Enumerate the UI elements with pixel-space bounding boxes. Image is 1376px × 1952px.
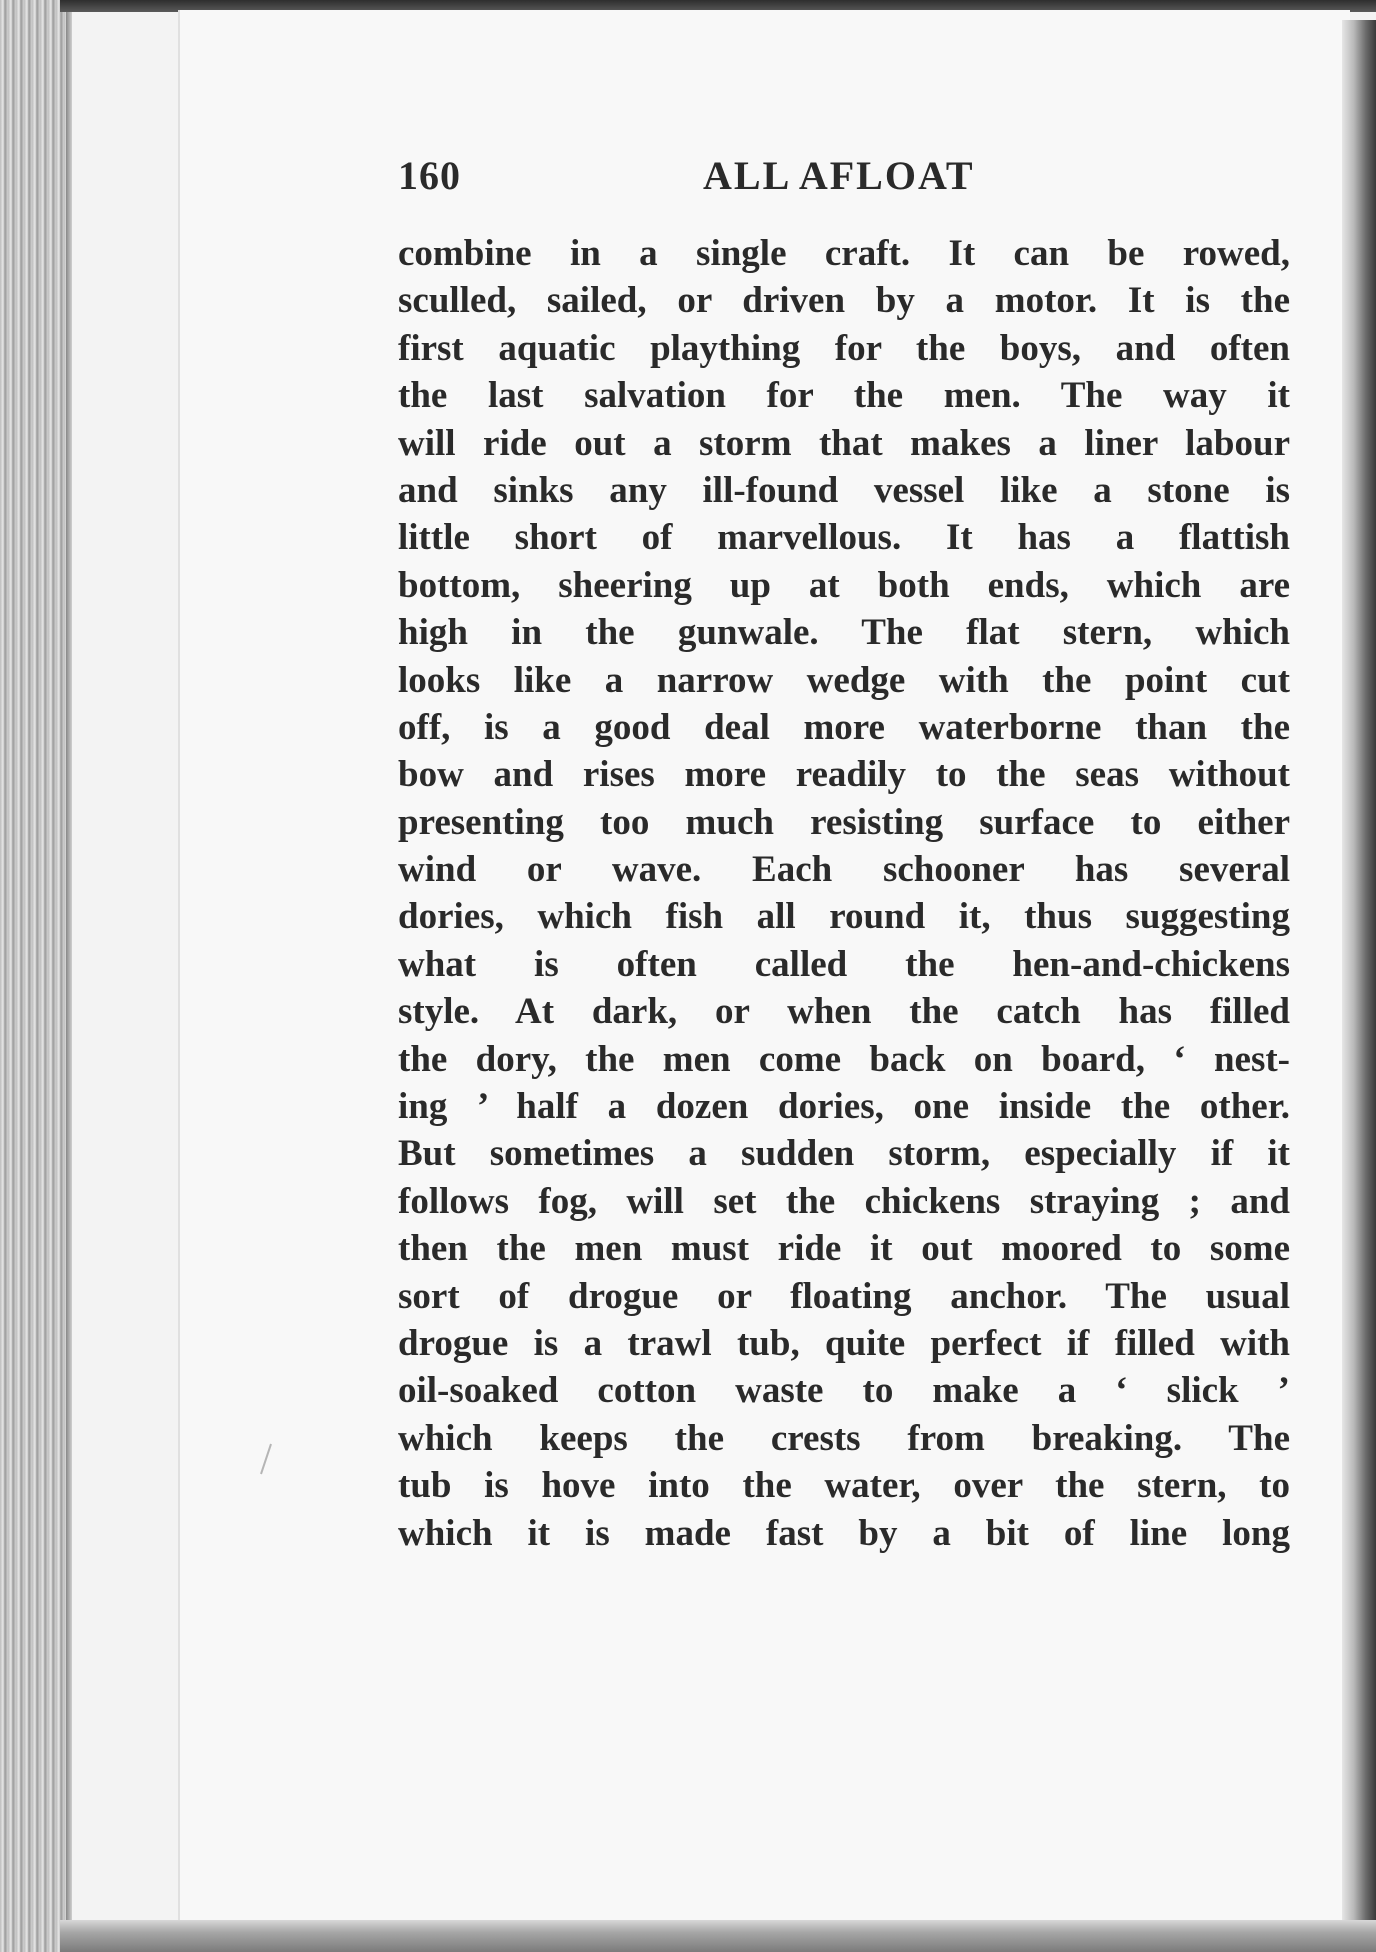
page-stack-left xyxy=(66,0,72,1952)
text-line: which keeps the crests from breaking. The xyxy=(398,1417,1290,1459)
text-line: the last salvation for the men. The way it xyxy=(398,375,1290,417)
text-line: the dory, the men come back on board, ‘ nest- xyxy=(398,1038,1290,1080)
text-line: sculled, sailed, or driven by a motor. It is the xyxy=(398,280,1290,322)
text-line: dories, which fish all round it, thus suggesting xyxy=(398,896,1290,938)
text-line: then the men must ride it out moored to some xyxy=(398,1228,1290,1270)
text-line: looks like a narrow wedge with the point cut xyxy=(398,659,1290,701)
text-line: off, is a good deal more waterborne than the xyxy=(398,706,1290,748)
running-head: ALL AFLOAT xyxy=(703,153,975,198)
text-line: sort of drogue or floating anchor. The usual xyxy=(398,1275,1290,1317)
page-stack-right xyxy=(1342,20,1376,1952)
text-line: style. At dark, or when the catch has filled xyxy=(398,991,1290,1033)
text-line: and sinks any ill-found vessel like a stone is xyxy=(398,469,1290,511)
book-spine-edge xyxy=(0,0,68,1952)
text-line: presenting too much resisting surface to either xyxy=(398,801,1290,843)
text-line: which it is made fast by a bit of line long xyxy=(398,1512,1290,1554)
text-line: drogue is a trawl tub, quite perfect if filled with xyxy=(398,1322,1290,1364)
text-line: little short of marvellous. It has a flattish xyxy=(398,517,1290,559)
text-line: ing ’ half a dozen dories, one inside the other. xyxy=(398,1086,1290,1128)
text-line: bow and rises more readily to the seas without xyxy=(398,754,1290,796)
text-line: tub is hove into the water, over the stern, to xyxy=(398,1465,1290,1507)
text-line: oil-soaked cotton waste to make a ‘ slick ’ xyxy=(398,1370,1290,1412)
page-stack-bottom xyxy=(60,1920,1376,1952)
page-header xyxy=(398,152,1258,212)
page-number: 160 xyxy=(398,153,461,198)
text-line: bottom, sheering up at both ends, which are xyxy=(398,564,1290,606)
text-line: But sometimes a sudden storm, especially if it xyxy=(398,1133,1290,1175)
text-line: first aquatic plaything for the boys, and often xyxy=(398,327,1290,369)
text-line: will ride out a storm that makes a liner labour xyxy=(398,422,1290,464)
text-line: wind or wave. Each schooner has several xyxy=(398,849,1290,891)
text-line: combine in a single craft. It can be rowed, xyxy=(398,233,1290,274)
body-text xyxy=(398,230,1290,1557)
text-line: follows fog, will set the chickens straying ; and xyxy=(398,1180,1290,1222)
pencil-mark xyxy=(255,1440,275,1480)
text-line: what is often called the hen-and-chickens xyxy=(398,943,1290,985)
text-line: high in the gunwale. The flat stern, which xyxy=(398,612,1290,654)
